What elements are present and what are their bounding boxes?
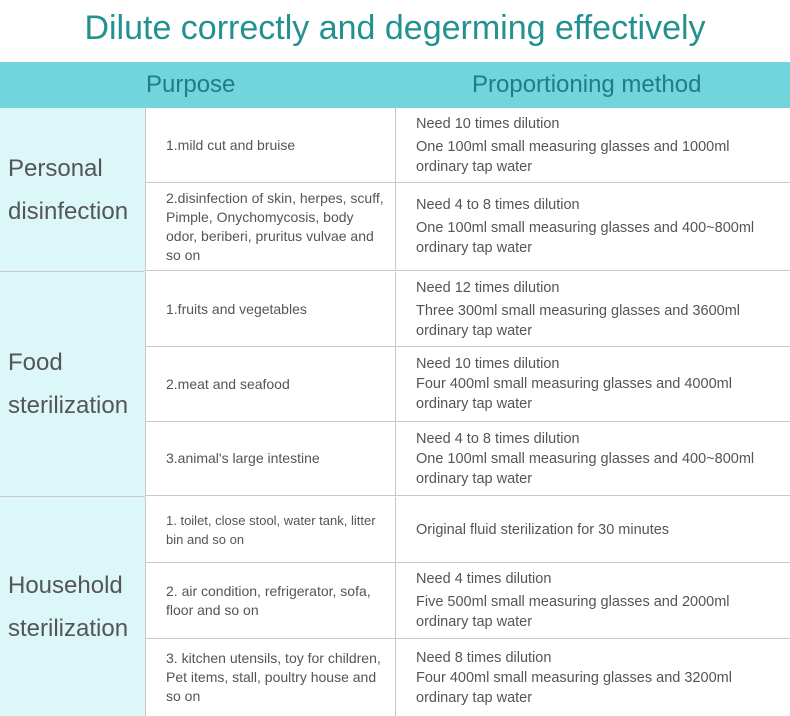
dilution-instructions: Four 400ml small measuring glasses and 3200ml ordinary tap water <box>416 669 732 706</box>
group-food-sterilization <box>0 272 145 496</box>
purpose-text: 1. toilet, close stool, water tank, litter bin and so on <box>166 512 376 547</box>
purpose-cell <box>145 183 395 271</box>
method-cell <box>395 272 790 347</box>
group-label-line1: Household <box>8 571 123 599</box>
dilution-instructions: One 100ml small measuring glasses and 1000ml ordinary tap water <box>416 138 730 175</box>
dilution-ratio: Need 10 times dilution <box>416 115 560 132</box>
purpose-text: 2.meat and seafood <box>166 375 290 392</box>
group-label-line1: Food <box>8 349 63 376</box>
purpose-cell <box>145 272 395 347</box>
purpose-text: 1.fruits and vegetables <box>166 300 307 317</box>
purpose-cell <box>145 422 395 496</box>
table-header <box>0 62 790 108</box>
purpose-text: 2.disinfection of skin, herpes, scuff, Pimple, Onychomycosis, body odor, beriberi, pruritus vulvae and so on <box>166 189 384 263</box>
group-label-line1: Personal <box>8 154 103 182</box>
dilution-instructions: Five 500ml small measuring glasses and 2000ml ordinary tap water <box>416 594 730 630</box>
group-household-sterilization <box>0 497 145 716</box>
purpose-text: 1.mild cut and bruise <box>166 136 296 153</box>
dilution-instructions: One 100ml small measuring glasses and 400~800ml ordinary tap water <box>416 450 755 487</box>
method-cell <box>395 422 790 496</box>
purpose-cell <box>145 347 395 422</box>
method-cell <box>395 108 790 183</box>
dilution-instructions: Three 300ml small measuring glasses and 3600ml ordinary tap water <box>416 302 740 339</box>
dilution-ratio: Need 4 to 8 times dilution <box>416 430 580 447</box>
dilution-ratio: Need 8 times dilution <box>416 649 552 666</box>
purpose-text: 3.animal's large intestine <box>166 450 320 466</box>
dilution-ratio: Need 12 times dilution <box>416 279 560 296</box>
method-cell <box>395 639 790 716</box>
purpose-cell <box>145 639 395 716</box>
purpose-cell <box>145 497 395 563</box>
purpose-cell <box>145 108 395 183</box>
purpose-cell <box>145 563 395 639</box>
dilution-ratio: Need 10 times dilution <box>416 356 560 372</box>
method-cell <box>395 183 790 271</box>
method-cell <box>395 347 790 422</box>
dilution-instructions: Four 400ml small measuring glasses and 4000ml ordinary tap water <box>416 376 732 412</box>
group-personal-disinfection <box>0 108 145 271</box>
header-purpose: Purpose <box>146 71 236 98</box>
method-cell <box>395 563 790 639</box>
method-cell <box>395 497 790 563</box>
dilution-instructions: One 100ml small measuring glasses and 400~800ml ordinary tap water <box>416 220 755 256</box>
group-label-line2: disinfection <box>8 197 129 225</box>
header-method: Proportioning method <box>472 71 702 98</box>
dilution-ratio: Need 4 to 8 times dilution <box>416 197 580 213</box>
group-label-line2: sterilization <box>8 614 129 642</box>
dilution-ratio: Need 4 times dilution <box>416 571 552 587</box>
group-label-line2: sterilization <box>8 392 129 419</box>
page-title: Dilute correctly and degerming effectively <box>84 9 706 47</box>
dilution-ratio: Original fluid sterilization for 30 minutes <box>416 521 670 538</box>
purpose-text: 2. air condition, refrigerator, sofa, floor and so on <box>166 582 371 618</box>
purpose-text: 3. kitchen utensils, toy for children, Pet items, stall, poultry house and so on <box>166 650 381 704</box>
